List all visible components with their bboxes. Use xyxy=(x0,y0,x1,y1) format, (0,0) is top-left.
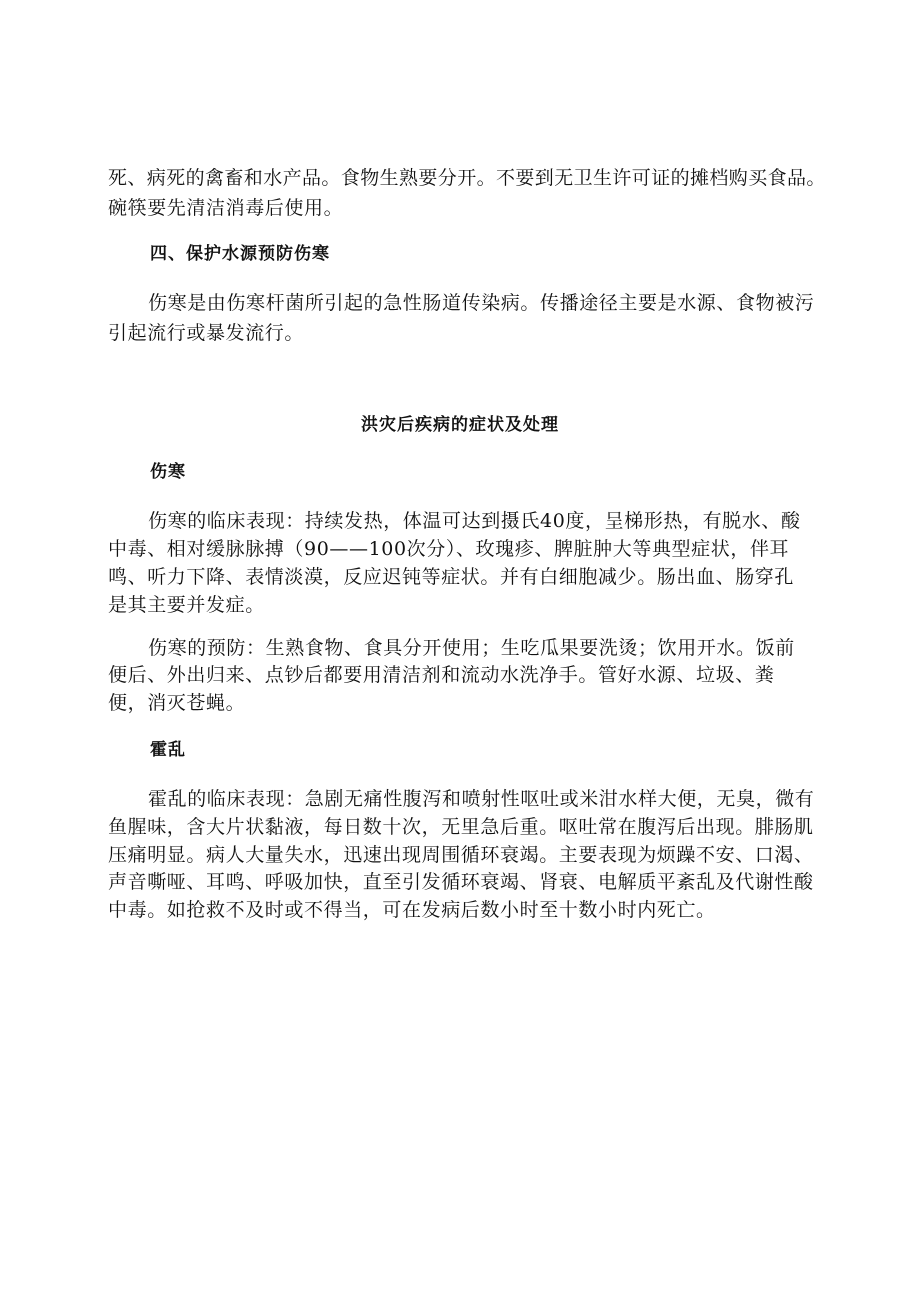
paragraph-typhoid-prevention-line-1: 伤寒的预防：生熟食物、食具分开使用；生吃瓜果要洗烫；饮用开水。饭前 xyxy=(148,637,795,659)
paragraph-typhoid-symptoms-line-3: 鸣、听力下降、表情淡漠，反应迟钝等症状。并有白细胞减少。肠出血、肠穿孔 xyxy=(108,566,795,588)
paragraph-typhoid-intro-line-2: 引起流行或暴发流行。 xyxy=(108,322,305,344)
paragraph-cholera-line-1: 霍乱的临床表现：急剧无痛性腹泻和喷射性呕吐或米泔水样大便，无臭，微有 xyxy=(148,788,815,810)
paragraph-typhoid-intro-line-1: 伤寒是由伤寒杆菌所引起的急性肠道传染病。传播途径主要是水源、食物被污 xyxy=(148,292,815,314)
paragraph-typhoid-symptoms-line-2: 中毒、相对缓脉脉搏（90——100次分）、玫瑰疹、脾脏肿大等典型症状，伴耳 xyxy=(108,538,790,560)
paragraph-typhoid-symptoms-line-1: 伤寒的临床表现：持续发热，体温可达到摄氏40度，呈梯形热，有脱水、酸 xyxy=(148,510,801,532)
paragraph-typhoid-prevention-line-3: 便，消灭苍蝇。 xyxy=(108,692,246,714)
paragraph-food-safety-line-1: 死、病死的禽畜和水产品。食物生熟要分开。不要到无卫生许可证的摊档购买食品。 xyxy=(108,167,826,189)
paragraph-cholera-line-5: 中毒。如抢救不及时或不得当，可在发病后数小时至十数小时内死亡。 xyxy=(108,899,716,921)
paragraph-cholera-line-2: 鱼腥味，含大片状黏液，每日数十次，无里急后重。呕吐常在腹泻后出现。腓肠肌 xyxy=(108,816,814,838)
subheading-cholera: 霍乱 xyxy=(150,740,186,760)
paragraph-typhoid-symptoms-line-4: 是其主要并发症。 xyxy=(108,594,265,616)
paragraph-cholera-line-4: 声音嘶哑、耳鸣、呼吸加快，直至引发循环衰竭、肾衰、电解质平紊乱及代谢性酸 xyxy=(108,871,814,893)
subheading-typhoid: 伤寒 xyxy=(150,462,186,482)
paragraph-cholera-line-3: 压痛明显。病人大量失水，迅速出现周围循环衰竭。主要表现为烦躁不安、口渴、 xyxy=(108,844,814,866)
document-title: 洪灾后疾病的症状及处理 xyxy=(361,415,559,435)
section-heading-water-typhoid: 四、保护水源预防伤寒 xyxy=(150,244,330,264)
paragraph-food-safety-line-2: 碗筷要先清洁消毒后使用。 xyxy=(108,197,344,219)
paragraph-typhoid-prevention-line-2: 便后、外出归来、点钞后都要用清洁剂和流动水洗净手。管好水源、垃圾、粪 xyxy=(108,664,775,686)
